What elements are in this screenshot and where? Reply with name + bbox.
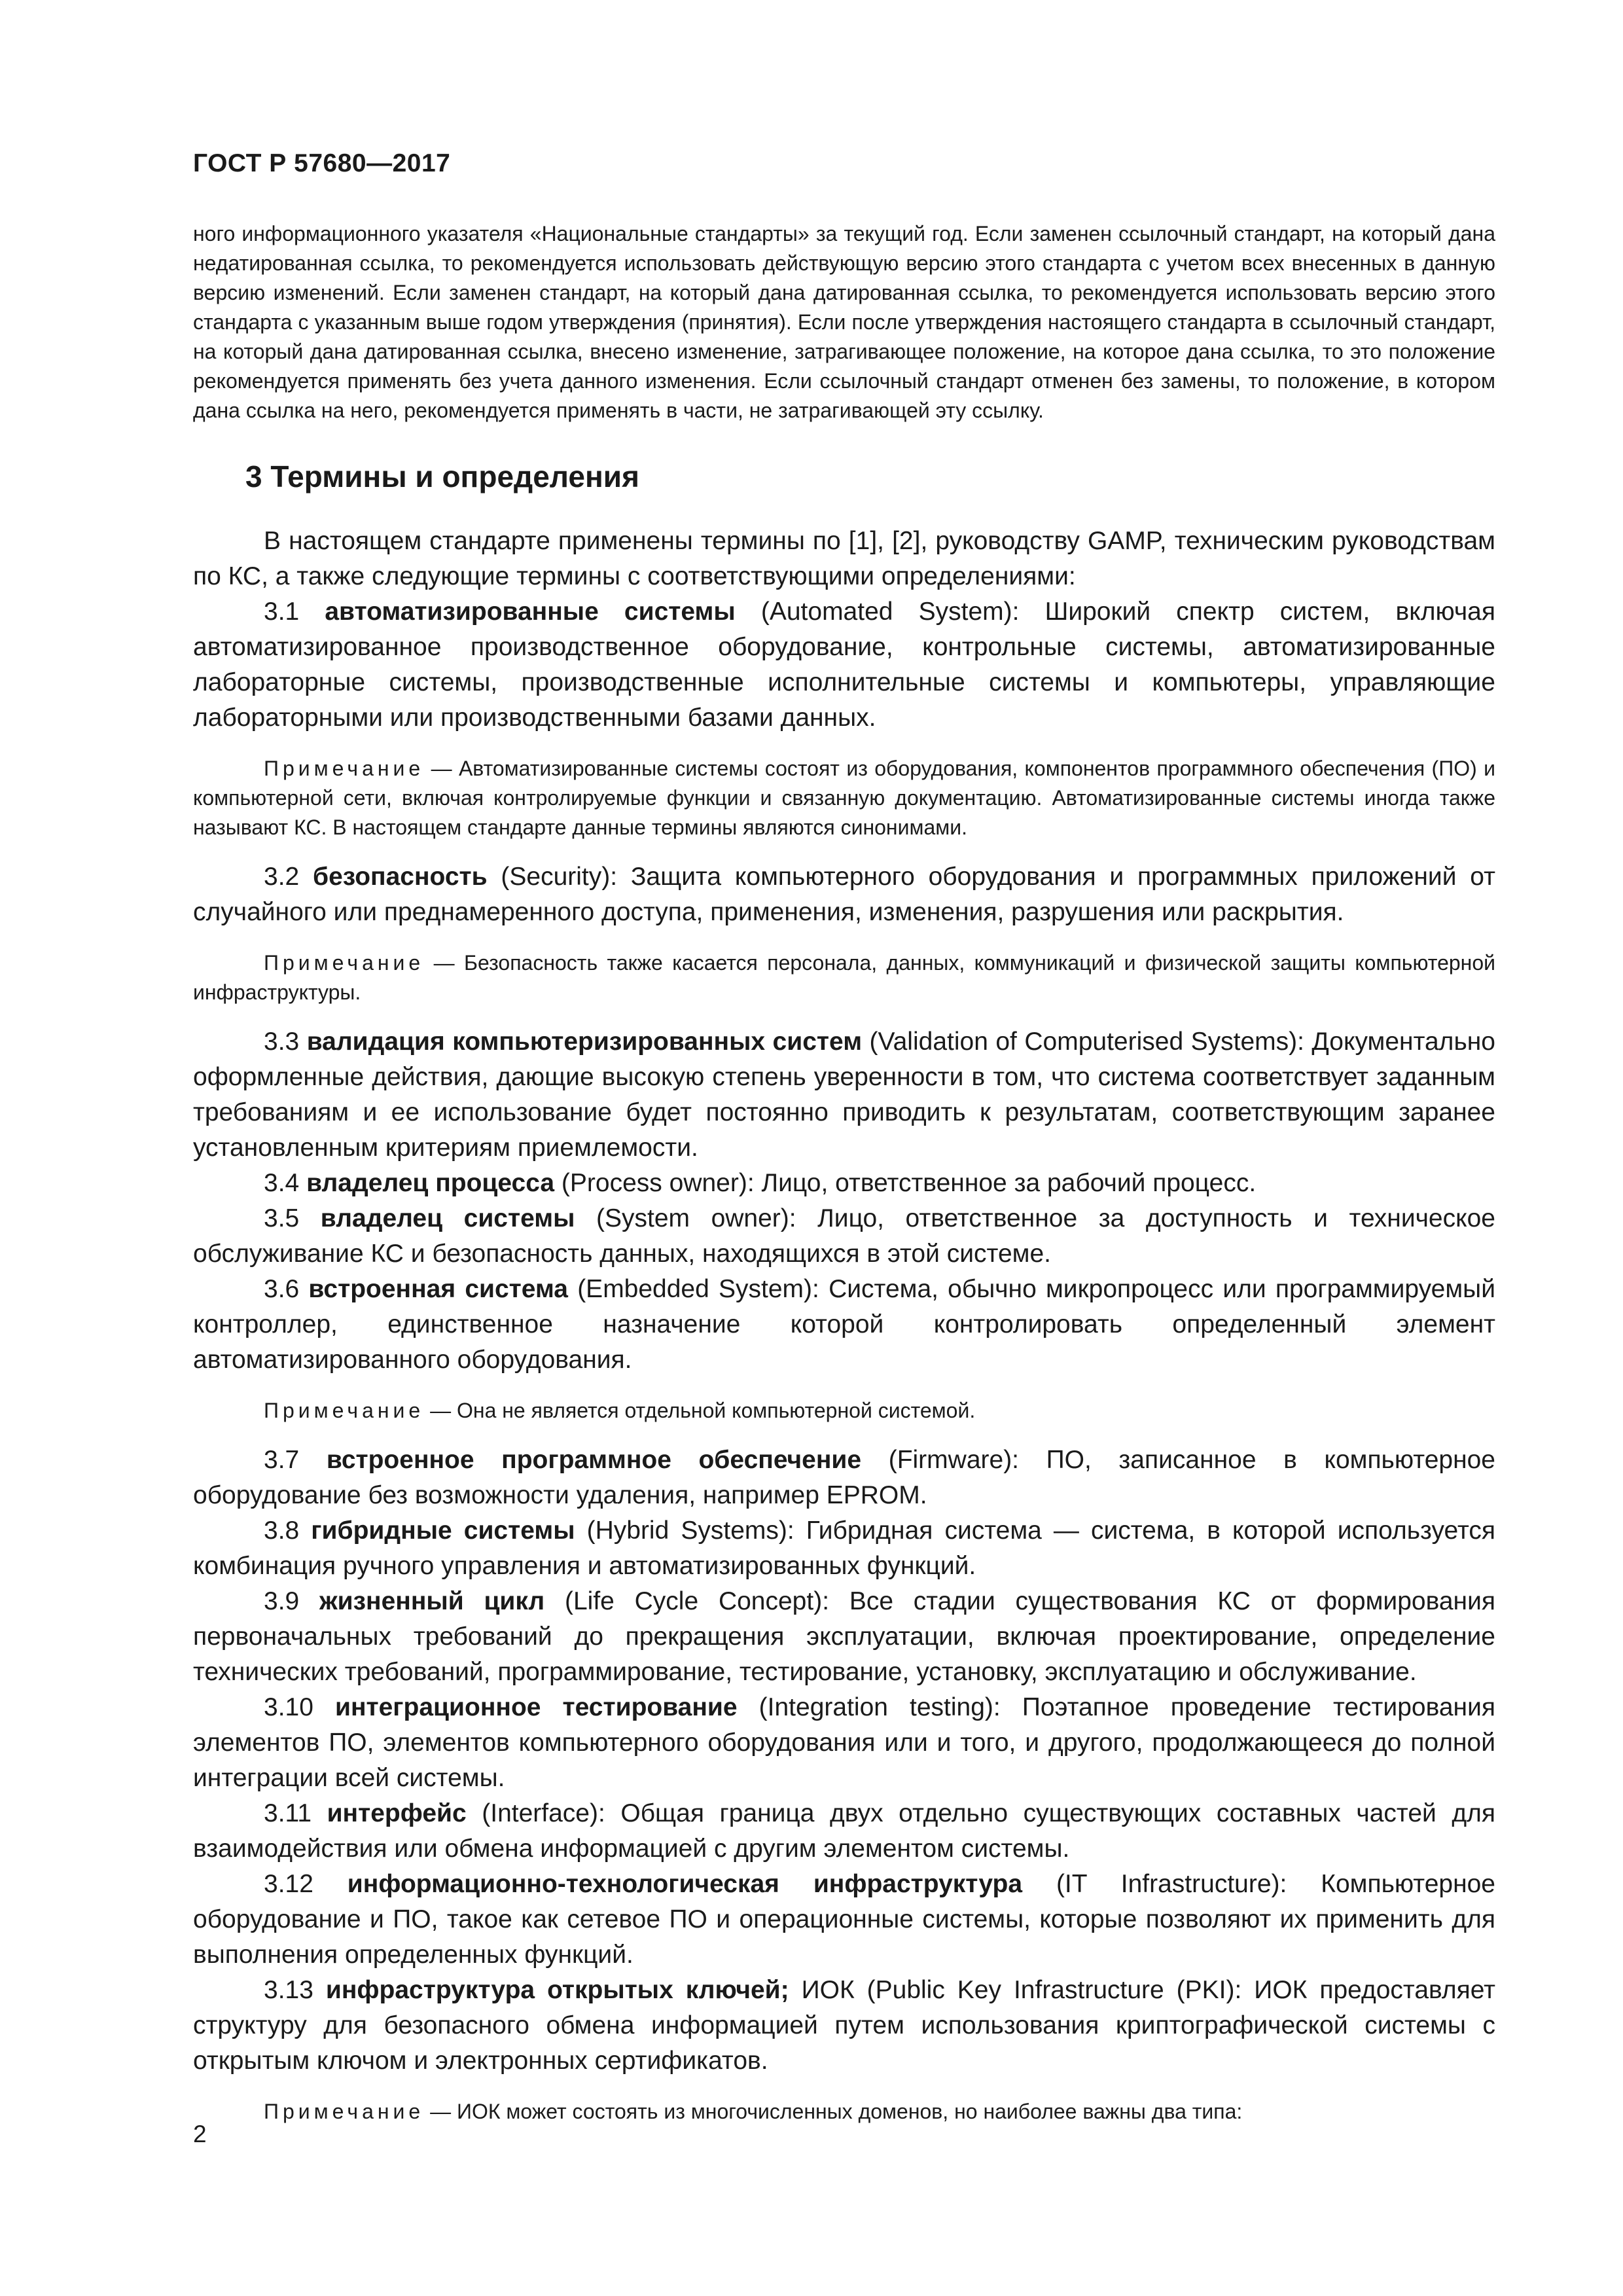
term-number: 3.8 — [264, 1516, 312, 1545]
term-number: 3.6 — [264, 1275, 309, 1303]
note-text: — ИОК может состоять из многочисленных доменов, но наиболее важны два типа: — [424, 2100, 1243, 2123]
term-name: жизненный цикл — [319, 1587, 545, 1615]
note-label: Примечание — [264, 951, 425, 975]
term-text: ИОК (Public Key Infrastructure (PKI): ИОК предоставляет структуру для безопасного обмена информацией путем использования криптографической системы с открытым ключом и электронных сертификатов. — [193, 1976, 1496, 2075]
section-title: 3 Термины и определения — [245, 459, 639, 493]
term-name: информационно-технологическая инфраструктура — [347, 1870, 1023, 1898]
term-name: встроенная система — [308, 1275, 568, 1303]
term-definition — [193, 1024, 1495, 1166]
term-name: интерфейс — [327, 1799, 467, 1827]
note-text: — Она не является отдельной компьютерной системой. — [424, 1399, 976, 1422]
term-definition — [193, 859, 1495, 930]
term-name: безопасность — [313, 863, 488, 891]
term-text: (Automated System): Широкий спектр систем, включая автоматизированное производственное оборудование, контрольные системы, автоматизированные лабораторные системы, производственные исполнительные системы и компьютеры, управляющие лабораторными или производственными базами данных. — [193, 598, 1495, 732]
term-definition — [193, 1973, 1495, 2079]
term-text: (IT Infrastructure): Компьютерное оборудование и ПО, такое как сетевое ПО и операционные системы, которые позволяют их применить для выполнения определенных функций. — [193, 1870, 1495, 1969]
term-number: 3.1 — [264, 598, 325, 626]
term-text: (Integration testing): Поэтапное проведение тестирования элементов ПО, элементов компьютерного оборудования или и того, и другого, продолжающееся до полной интеграции всей системы. — [193, 1693, 1495, 1792]
note-label: Примечание — [264, 757, 425, 780]
term-number: 3.5 — [264, 1204, 321, 1232]
term-name: владелец процесса — [306, 1169, 555, 1197]
term-text: (Life Cycle Concept): Все стадии существования КС от формирования первоначальных требований до прекращения эксплуатации, включая проектирование, определение технических требований, программирование, тестирование, установку, эксплуатацию и обслуживание. — [193, 1587, 1495, 1686]
term-name: автоматизированные системы — [325, 598, 736, 626]
term-text: (Hybrid Systems): Гибридная система — система, в которой используется комбинация ручного управления и автоматизированных функций. — [193, 1516, 1495, 1580]
term-number: 3.4 — [264, 1169, 307, 1197]
term-text: (Security): Защита компьютерного оборудования и программных приложений от случайного или преднамеренного доступа, применения, изменения, разрушения или раскрытия. — [193, 863, 1495, 926]
note-paragraph — [193, 2097, 1495, 2126]
term-definition — [193, 1201, 1495, 1272]
term-definition — [193, 1513, 1495, 1584]
term-text: (Firmware): ПО, записанное в компьютерное оборудование без возможности удаления, например EPROM. — [193, 1446, 1495, 1509]
note-text: — Безопасность также касается персонала, данных, коммуникаций и физической защиты компьютерной инфраструктуры. — [193, 951, 1495, 1004]
term-text: (Process owner): Лицо, ответственное за рабочий процесс. — [554, 1169, 1257, 1197]
term-definition — [193, 1443, 1495, 1513]
term-number: 3.3 — [264, 1028, 307, 1056]
term-text: (Validation of Computerised Systems): Документально оформленные действия, дающие высокую степень уверенности в том, что система соответствует заданным требованиям и ее использование будет постоянно приводить к результатам, соответствующим заранее установленным критериям приемлемости. — [193, 1028, 1495, 1162]
term-number: 3.7 — [264, 1446, 327, 1474]
term-definition — [193, 1867, 1495, 1973]
term-definition — [193, 1690, 1495, 1796]
terms-list — [193, 594, 1495, 2126]
term-number: 3.2 — [264, 863, 313, 891]
term-definition — [193, 594, 1495, 736]
term-name: интеграционное тестирование — [334, 1693, 738, 1721]
note-label: Примечание — [264, 1399, 425, 1422]
term-name: валидация компьютеризированных систем — [306, 1028, 863, 1056]
term-name: владелец системы — [320, 1204, 575, 1232]
document-code-header: ГОСТ Р 57680—2017 — [193, 149, 451, 177]
term-number: 3.9 — [264, 1587, 320, 1615]
term-definition — [193, 1272, 1495, 1378]
term-definition — [193, 1166, 1495, 1201]
intro-paragraph: ного информационного указателя «Национальные стандарты» за текущий год. Если заменен ссылочный стандарт, на который дана недатированная ссылка, то рекомендуется использовать действующую версию этого стандарта с учетом всех внесенных в данную версию изменений. Если заменен стандарт, на который дана датированная ссылка, то рекомендуется использовать версию этого стандарта с указанным выше годом утверждения (принятия). Если после утверждения настоящего стандарта в ссылочный стандарт, на который дана датированная ссылка, внесено изменение, затрагивающее положение, на которое дана ссылка, то это положение рекомендуется применять без учета данного изменения. Если ссылочный стандарт отменен без замены, то положение, в котором дана ссылка на него, рекомендуется применять в части, не затрагивающей эту ссылку. — [193, 222, 1495, 422]
term-text: (Interface): Общая граница двух отдельно существующих составных частей для взаимодействия или обмена информацией с другим элементом системы. — [193, 1799, 1495, 1863]
term-number: 3.13 — [264, 1976, 326, 2004]
term-number: 3.10 — [264, 1693, 335, 1721]
note-label: Примечание — [264, 2100, 425, 2123]
term-name: гибридные системы — [311, 1516, 575, 1545]
note-paragraph — [193, 754, 1495, 842]
term-definition — [193, 1796, 1495, 1867]
term-text: (Embedded System): Система, обычно микропроцесс или программируемый контроллер, единственное назначение которой контролировать определенный элемент автоматизированного оборудования. — [193, 1275, 1495, 1374]
term-number: 3.11 — [264, 1799, 327, 1827]
term-name: инфраструктура открытых ключей; — [325, 1976, 789, 2004]
term-name: встроенное программное обеспечение — [326, 1446, 862, 1474]
term-text: (System owner): Лицо, ответственное за доступность и техническое обслуживание КС и безопасность данных, находящихся в этой системе. — [193, 1204, 1495, 1268]
note-paragraph — [193, 1396, 1495, 1426]
note-paragraph — [193, 948, 1495, 1007]
term-definition — [193, 1584, 1495, 1690]
term-number: 3.12 — [264, 1870, 348, 1898]
section-lead-paragraph: В настоящем стандарте применены термины по [1], [2], руководству GAMP, техническим руководствам по КС, а также следующие термины с соответствующими определениями: — [193, 527, 1495, 590]
note-text: — Автоматизированные системы состоят из оборудования, компонентов программного обеспечения (ПО) и компьютерной сети, включая контролируемые функции и связанную документацию. Автоматизированные системы иногда также называют КС. В настоящем стандарте данные термины являются синонимами. — [193, 757, 1495, 839]
page-content — [193, 219, 1495, 2144]
page-number: 2 — [193, 2121, 207, 2147]
